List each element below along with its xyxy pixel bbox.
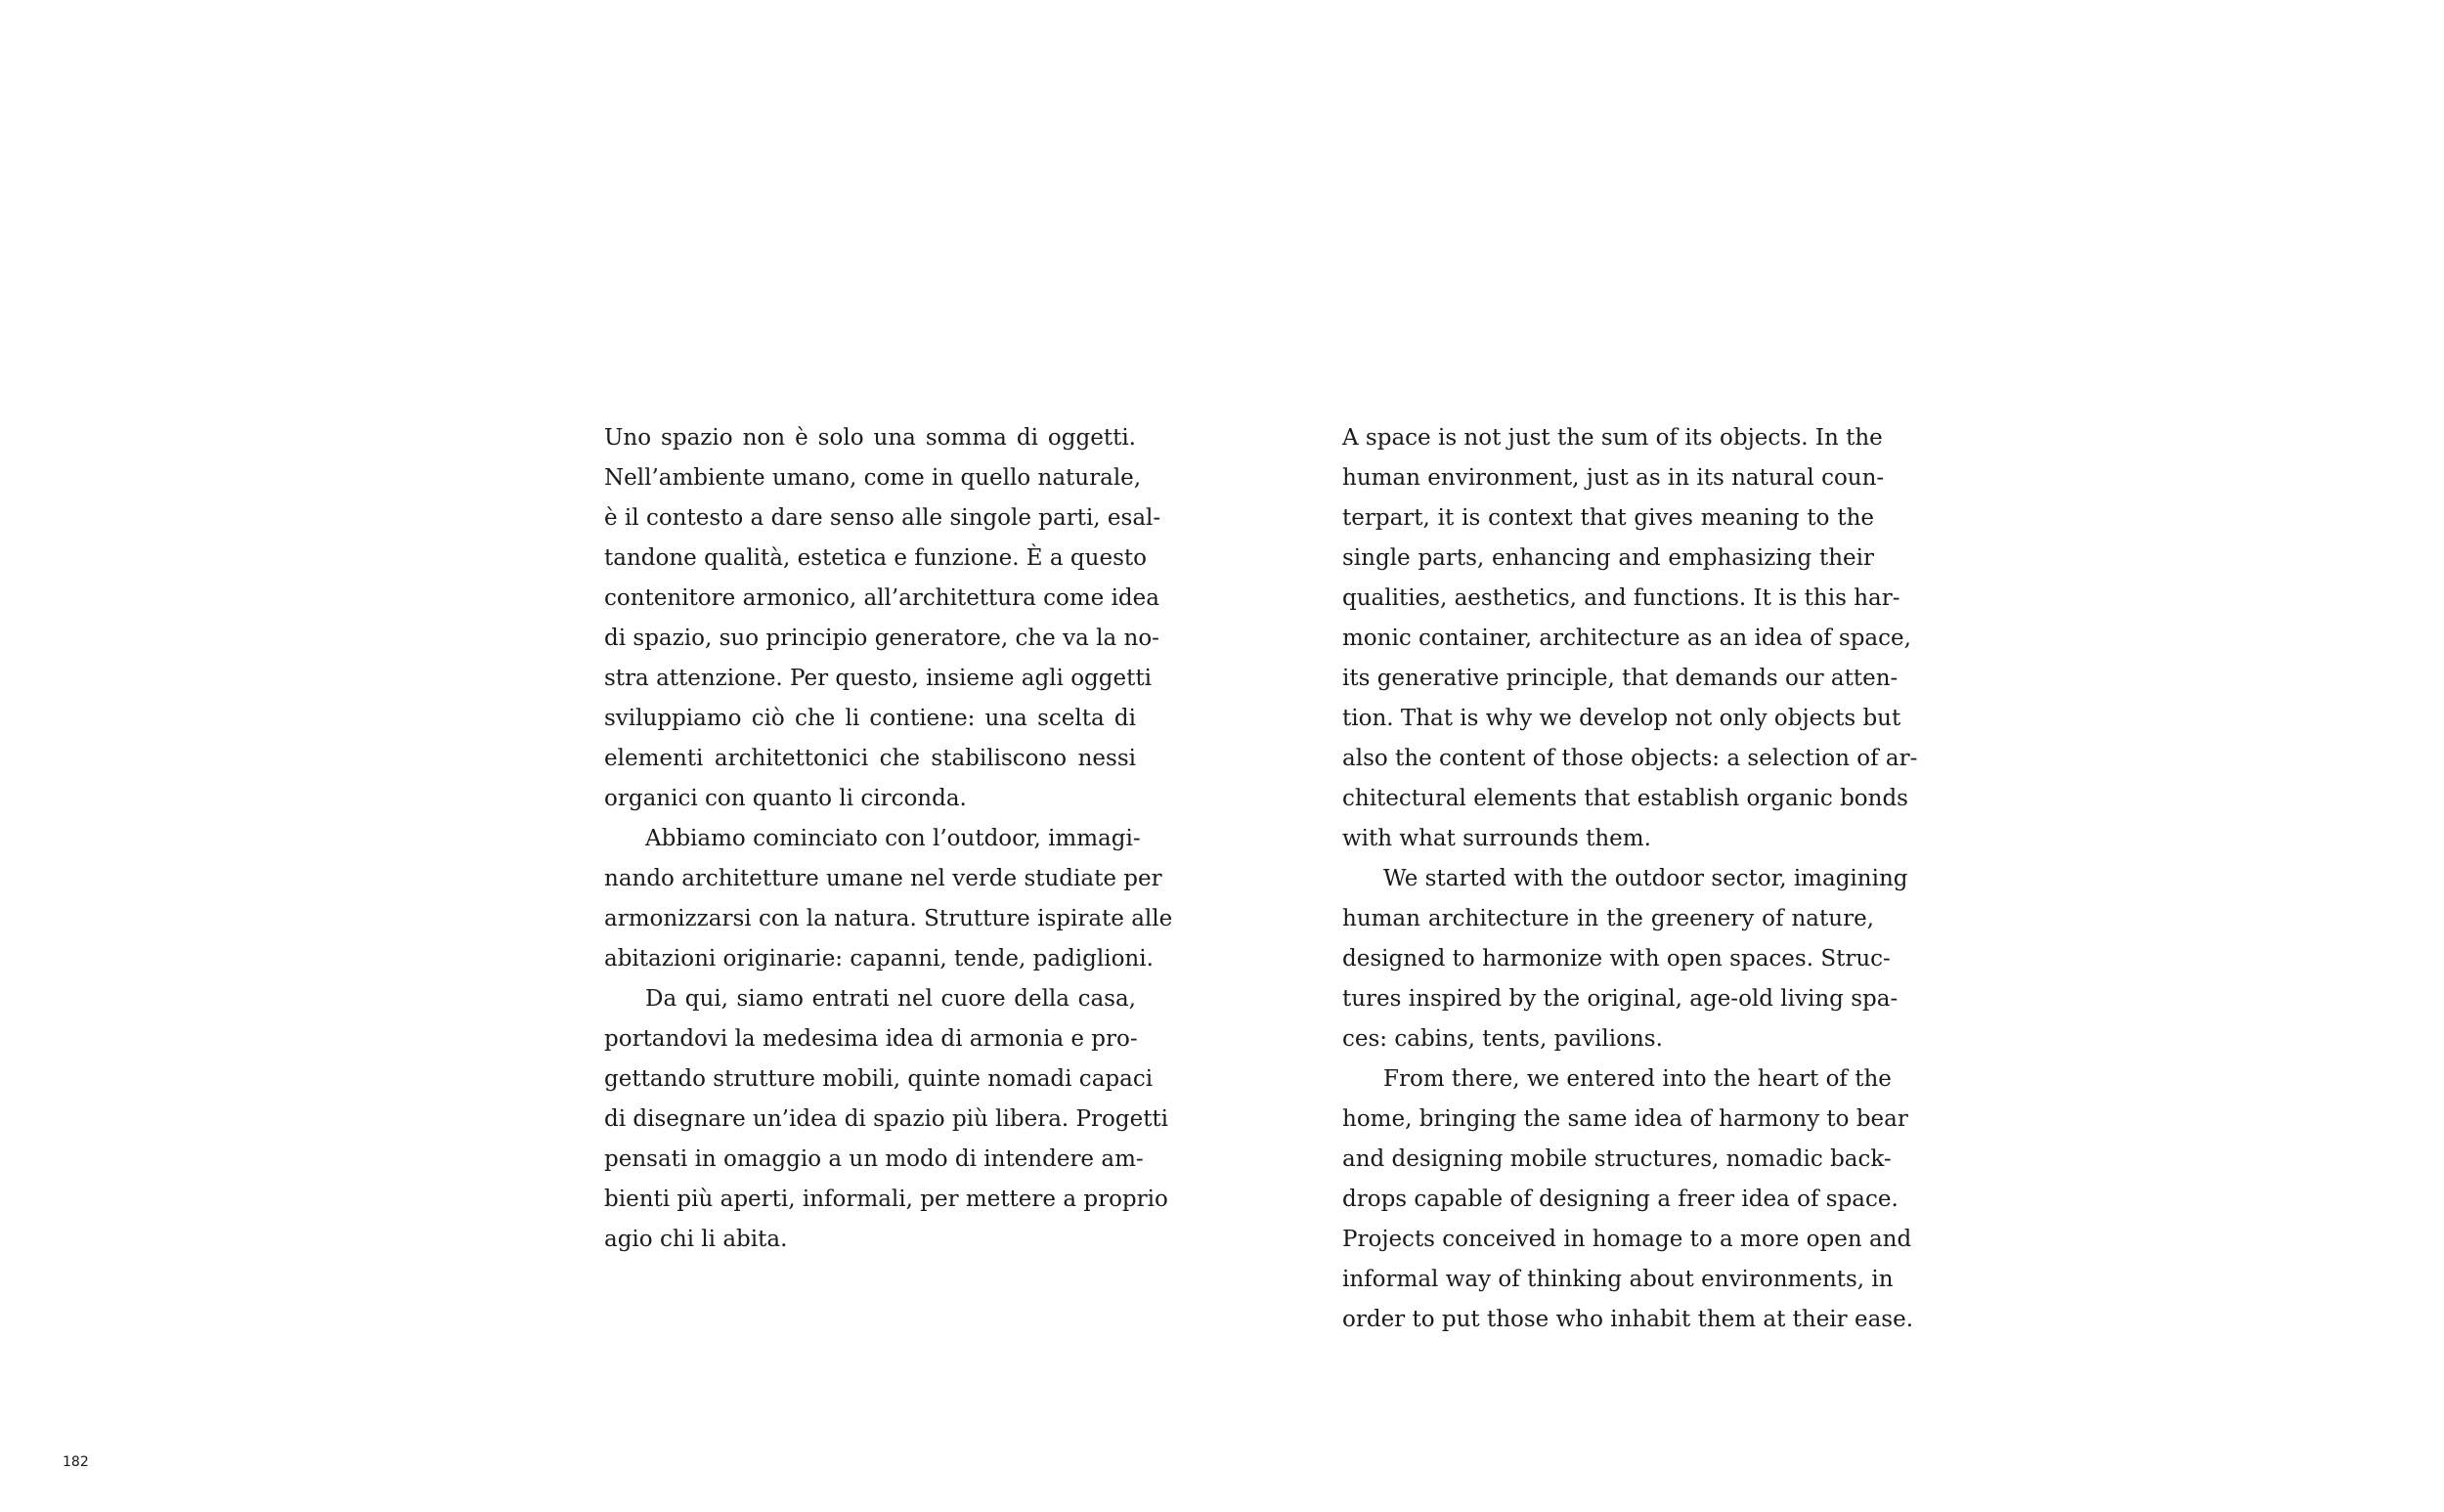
- text-line: Uno spazio non è solo una somma di oggetti.: [604, 425, 1136, 451]
- text-line: Projects conceived in homage to a more open and: [1342, 1227, 1912, 1252]
- text-line: its generative principle, that demands our atten-: [1342, 666, 1898, 691]
- text-line: contenitore armonico, all’architettura come idea: [604, 585, 1159, 611]
- text-line: Abbiamo cominciato con l’outdoor, immagi-: [645, 826, 1141, 851]
- text-line: tures inspired by the original, age-old living spa-: [1342, 986, 1898, 1012]
- text-line: home, bringing the same idea of harmony to bear: [1342, 1106, 1908, 1132]
- text-line: sviluppiamo ciò che li contiene: una scelta di: [604, 706, 1136, 731]
- text-line: portandovi la medesima idea di armonia e pro-: [604, 1026, 1138, 1052]
- text-line: ces: cabins, tents, pavilions.: [1342, 1026, 1663, 1052]
- english-paragraph-3: [1342, 1059, 1914, 1340]
- text-line: pensati in omaggio a un modo di intendere am-: [604, 1146, 1144, 1172]
- text-line: tion. That is why we develop not only objects but: [1342, 706, 1901, 731]
- italian-paragraph-3: [604, 979, 1169, 1260]
- text-line: è il contesto a dare senso alle singole parti, esal-: [604, 505, 1161, 531]
- text-line: chitectural elements that establish organic bonds: [1342, 786, 1908, 811]
- page-number: 182: [63, 1454, 89, 1470]
- text-line: Nell’ambiente umano, come in quello naturale,: [604, 465, 1142, 491]
- text-line: with what surrounds them.: [1342, 826, 1651, 851]
- text-line: drops capable of designing a freer idea of space.: [1342, 1187, 1898, 1212]
- text-line: organici con quanto li circonda.: [604, 786, 967, 811]
- text-line: elementi architettonici che stabiliscono nessi: [604, 746, 1136, 771]
- italian-paragraph-1: [604, 418, 1161, 819]
- text-line: designed to harmonize with open spaces. Struc-: [1342, 946, 1891, 972]
- text-line: di disegnare un’idea di spazio più libera. Progetti: [604, 1106, 1169, 1132]
- italian-text-column: [604, 418, 1173, 1260]
- text-line: di spazio, suo principio generatore, che va la no-: [604, 626, 1159, 651]
- text-line: human architecture in the greenery of nature,: [1342, 906, 1874, 931]
- text-line: agio chi li abita.: [604, 1227, 788, 1252]
- text-line: monic container, architecture as an idea of space,: [1342, 626, 1911, 651]
- text-line: From there, we entered into the heart of the: [1383, 1066, 1892, 1092]
- text-line: single parts, enhancing and emphasizing their: [1342, 545, 1874, 571]
- text-line: armonizzarsi con la natura. Strutture ispirate alle: [604, 906, 1173, 931]
- text-line: order to put those who inhabit them at their ease.: [1342, 1307, 1914, 1332]
- text-line: stra attenzione. Per questo, insieme agli oggetti: [604, 666, 1152, 691]
- text-line: bienti più aperti, informali, per mettere a proprio: [604, 1187, 1168, 1212]
- italian-paragraph-2: [604, 819, 1173, 979]
- text-line: gettando strutture mobili, quinte nomadi capaci: [604, 1066, 1154, 1092]
- text-line: A space is not just the sum of its objects. In the: [1342, 425, 1883, 451]
- text-line: terpart, it is context that gives meaning to the: [1342, 505, 1874, 531]
- english-paragraph-1: [1342, 418, 1918, 859]
- text-line: and designing mobile structures, nomadic back-: [1342, 1146, 1892, 1172]
- text-line: tandone qualità, estetica e funzione. È a questo: [604, 545, 1147, 571]
- text-line: We started with the outdoor sector, imagining: [1383, 866, 1908, 891]
- text-line: also the content of those objects: a selection of ar-: [1342, 746, 1918, 771]
- text-line: abitazioni originarie: capanni, tende, padiglioni.: [604, 946, 1154, 972]
- text-line: informal way of thinking about environments, in: [1342, 1267, 1894, 1292]
- english-text-column: [1342, 418, 1918, 1340]
- text-line: Da qui, siamo entrati nel cuore della casa,: [645, 986, 1136, 1012]
- text-line: qualities, aesthetics, and functions. It is this har-: [1342, 585, 1900, 611]
- text-line: human environment, just as in its natural coun-: [1342, 465, 1885, 491]
- english-paragraph-2: [1342, 859, 1908, 1059]
- text-line: nando architetture umane nel verde studiate per: [604, 866, 1162, 891]
